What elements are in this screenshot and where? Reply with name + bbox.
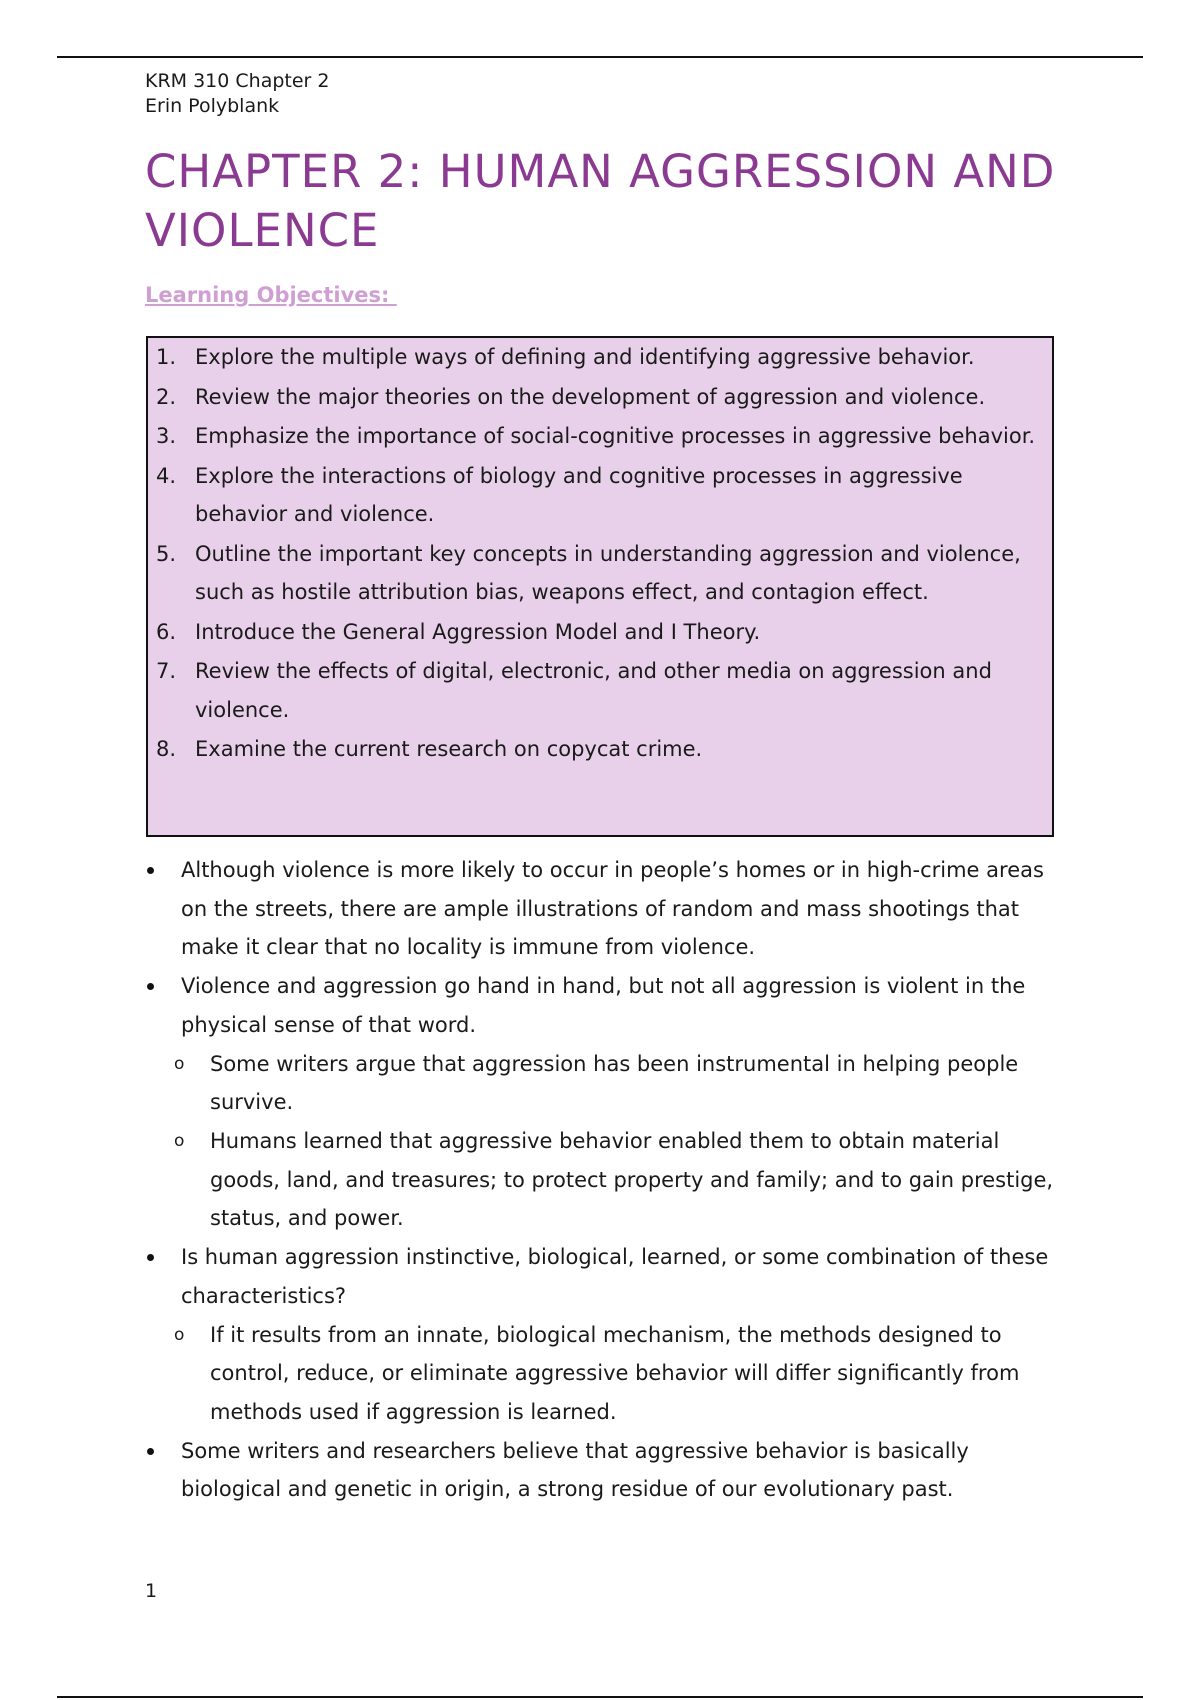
objective-text: Explore the interactions of biology and cognitive processes in aggressive behavior and violence. bbox=[195, 463, 963, 526]
objective-number: 2. bbox=[156, 384, 177, 409]
objective-text: Review the effects of digital, electronic, and other media on aggression and violence. bbox=[195, 659, 992, 722]
sub-bullet-item bbox=[174, 1316, 1065, 1432]
objective-text: Examine the current research on copycat crime. bbox=[195, 737, 703, 761]
bullet-item bbox=[145, 1432, 1065, 1509]
sub-bullet-item bbox=[174, 1122, 1065, 1238]
objective-number: 3. bbox=[156, 424, 177, 448]
bullet-dot-icon bbox=[145, 1238, 181, 1315]
page-number: 1 bbox=[145, 1580, 158, 1602]
objective-item bbox=[156, 417, 1040, 456]
objective-item bbox=[156, 613, 1040, 652]
bullet-text: Violence and aggression go hand in hand, but not all aggression is violent in the physical sense of that word. bbox=[181, 974, 1026, 1037]
objective-number: 7. bbox=[156, 659, 177, 683]
objective-number: 8. bbox=[156, 737, 177, 761]
sub-bullet-item bbox=[174, 1045, 1065, 1122]
objective-item bbox=[156, 535, 1040, 612]
bullet-dot-icon bbox=[145, 851, 181, 967]
learning-objectives-box bbox=[146, 336, 1054, 837]
bullet-text: Is human aggression instinctive, biological, learned, or some combination of these characteristics? bbox=[181, 1245, 1049, 1308]
document-header bbox=[145, 69, 330, 119]
learning-objectives-heading: Learning Objectives: bbox=[145, 283, 397, 307]
bullet-text: Some writers and researchers believe that aggressive behavior is basically biological and genetic in origin, a strong residue of our evolutionary past. bbox=[181, 1438, 969, 1501]
objective-number: 6. bbox=[156, 619, 177, 644]
objective-text: Explore the multiple ways of defining and identifying aggressive behavior. bbox=[195, 345, 975, 369]
objective-number: 4. bbox=[156, 463, 177, 488]
objective-text: Emphasize the importance of social-cognitive processes in aggressive behavior. bbox=[195, 424, 1036, 448]
sub-bullet-text: Some writers argue that aggression has been instrumental in helping people survive. bbox=[210, 1051, 1019, 1114]
bullet-dot-icon bbox=[145, 1432, 181, 1509]
objective-item bbox=[156, 378, 1040, 417]
course-label: KRM 310 Chapter 2 bbox=[145, 70, 330, 92]
bullet-text: Although violence is more likely to occur in people’s homes or in high-crime areas on the streets, there are ample illustrations of random and mass shootings that make it clear that no locality is immune from violence. bbox=[181, 858, 1044, 959]
sub-bullet-marker: o bbox=[174, 1324, 185, 1345]
bottom-page-rule bbox=[57, 1696, 1143, 1698]
chapter-title: CHAPTER 2: HUMAN AGGRESSION AND VIOLENCE bbox=[145, 145, 1056, 257]
objective-item bbox=[156, 457, 1040, 534]
top-page-rule bbox=[57, 56, 1143, 58]
sub-bullet-marker: o bbox=[174, 1053, 185, 1074]
objective-item bbox=[156, 730, 1040, 769]
objective-number: 5. bbox=[156, 541, 177, 566]
notes-list bbox=[145, 851, 1065, 1509]
bullet-item bbox=[145, 1238, 1065, 1315]
objectives-list bbox=[156, 338, 1040, 770]
objective-item bbox=[156, 338, 1040, 377]
objective-number: 1. bbox=[156, 345, 177, 369]
objective-text: Outline the important key concepts in understanding aggression and violence, such as hostile attribution bias, weapons effect, and contagion effect. bbox=[195, 541, 1021, 604]
bullet-dot-icon bbox=[145, 967, 181, 1044]
sub-bullet-text: Humans learned that aggressive behavior enabled them to obtain material goods, land, and treasures; to protect property and family; and to gain prestige, status, and power. bbox=[210, 1129, 1054, 1230]
objective-text: Review the major theories on the development of aggression and violence. bbox=[195, 384, 986, 409]
sub-bullet-marker: o bbox=[174, 1131, 185, 1151]
author-name: Erin Polyblank bbox=[145, 95, 280, 117]
bullet-item bbox=[145, 851, 1065, 967]
bullet-item bbox=[145, 967, 1065, 1044]
sub-bullet-text: If it results from an innate, biological mechanism, the methods designed to control, reduce, or eliminate aggressive behavior will differ significantly from methods used if aggression is learned. bbox=[210, 1322, 1020, 1424]
objective-text: Introduce the General Aggression Model and I Theory. bbox=[195, 619, 761, 644]
objective-item bbox=[156, 652, 1040, 729]
